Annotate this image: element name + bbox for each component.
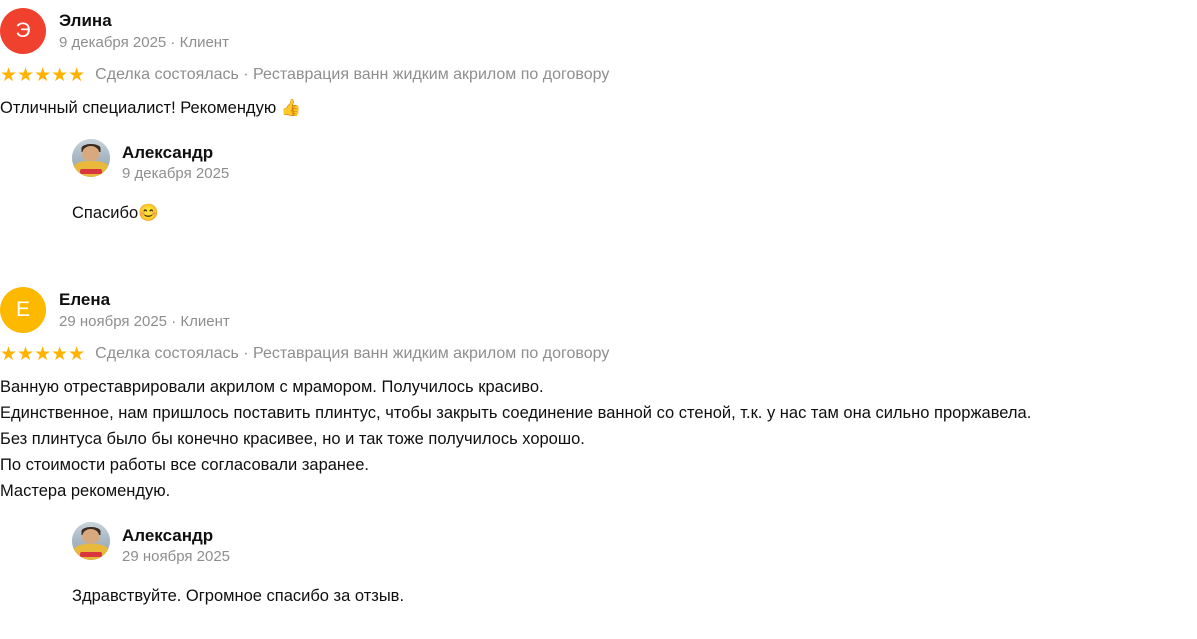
avatar-initial: Е	[15, 298, 30, 321]
avatar[interactable]	[0, 287, 46, 333]
avatar-photo-logo	[80, 169, 102, 174]
reply-avatar[interactable]	[72, 522, 110, 560]
review-separator	[0, 241, 1197, 279]
avatar-photo-logo	[80, 552, 102, 557]
avatar[interactable]	[0, 8, 46, 54]
avatar-initial: Э	[15, 19, 31, 42]
author-block	[59, 287, 230, 332]
review-paragraph: Отличный специалист! Рекомендую 👍	[0, 99, 302, 117]
reply-date: 9 декабря 2025	[122, 165, 230, 182]
reply-paragraph: Спасибо😊	[72, 203, 159, 222]
review-author-name[interactable]: Елена	[59, 290, 111, 309]
review-header	[0, 279, 1197, 333]
reply-author-block	[122, 522, 230, 567]
rating-row	[0, 344, 1197, 364]
reply-paragraph: Здравствуйте. Огромное спасибо за отзыв.	[72, 586, 405, 605]
reply-author-block	[122, 139, 229, 184]
avatar-photo-face	[82, 146, 99, 161]
review-paragraph: Мастера рекомендую.	[0, 482, 171, 500]
rating-stars: ★★★★★	[0, 64, 86, 86]
deal-status-text: Сделка состоялась · Реставрация ванн жидким акрилом по договору	[95, 66, 610, 83]
rating-row	[0, 65, 1197, 85]
avatar-photo-face	[82, 529, 99, 544]
reply-body	[72, 201, 1197, 225]
reply-author-name[interactable]: Александр	[122, 526, 214, 545]
reply-body	[72, 584, 1197, 608]
reply-date: 29 ноября 2025	[122, 548, 231, 565]
review-paragraph: Ванную отреставрировали акрилом с мрамором. Получилось красиво.	[0, 378, 544, 396]
review-header	[0, 0, 1197, 54]
review-reply	[72, 522, 1197, 608]
reply-header	[72, 522, 1197, 567]
rating-stars: ★★★★★	[0, 343, 86, 365]
review-paragraph: Единственное, нам пришлось поставить плинтус, чтобы закрыть соединение ванной со стеной, т.к. у нас там она сильно проржавела.	[0, 404, 1032, 422]
review-item	[0, 279, 1197, 608]
review-body	[0, 95, 1197, 121]
deal-status-text: Сделка состоялась · Реставрация ванн жидким акрилом по договору	[95, 345, 610, 362]
review-meta: 29 ноября 2025 · Клиент	[59, 313, 230, 330]
review-item	[0, 0, 1197, 225]
review-paragraph: По стоимости работы все согласовали заранее.	[0, 456, 369, 474]
author-block	[59, 8, 229, 53]
reply-header	[72, 139, 1197, 184]
reply-avatar[interactable]	[72, 139, 110, 177]
review-reply	[72, 139, 1197, 225]
review-meta: 9 декабря 2025 · Клиент	[59, 34, 229, 51]
reply-author-name[interactable]: Александр	[122, 143, 214, 162]
review-author-name[interactable]: Элина	[59, 11, 112, 30]
review-paragraph: Без плинтуса было бы конечно красивее, но и так тоже получилось хорошо.	[0, 430, 585, 448]
review-body	[0, 374, 1197, 504]
